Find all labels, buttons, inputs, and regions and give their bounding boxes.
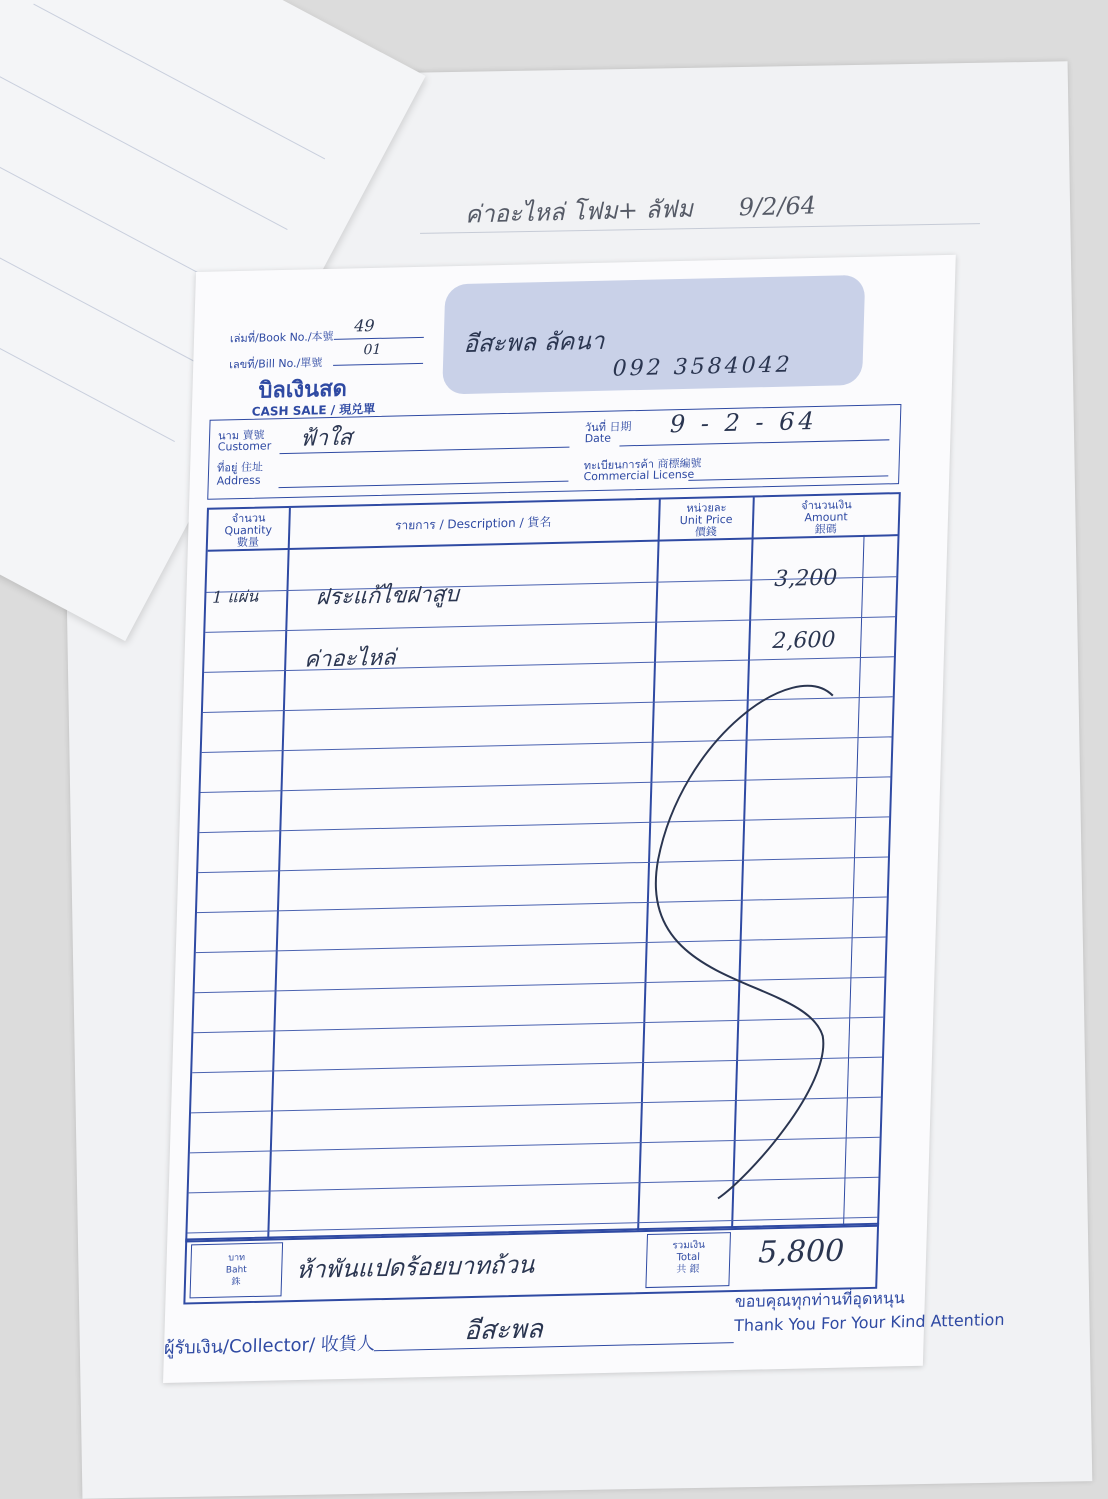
void-scribble <box>627 655 864 1221</box>
items-table <box>185 492 901 1242</box>
shop-name: อีสะพล ลัคนา <box>463 326 605 358</box>
qty-header-en: Quantity <box>224 523 273 538</box>
license-label-th: ทะเบียนการค้า 商標編號 <box>583 456 702 473</box>
license-label-en: Commercial License <box>583 467 695 484</box>
baht-label <box>191 1251 282 1289</box>
collector-label: ผู้รับเงิน/Collector/ 收貨人 <box>163 1333 376 1360</box>
cash-sale-receipt <box>163 255 1005 1383</box>
collector-underline <box>374 1342 734 1351</box>
baht-label-en: Baht <box>225 1265 247 1276</box>
amount-header-en: Amount <box>804 510 848 525</box>
address-label-th: ที่อยู่ 住址 <box>216 460 264 475</box>
customer-info-box <box>207 404 901 500</box>
bill-no-underline <box>333 363 423 366</box>
item-description: ค่าอะไหล่ <box>303 645 396 673</box>
item-description: ฝระแก้ไขฝาสูบ <box>315 582 460 611</box>
total-label <box>647 1239 730 1277</box>
date-label-en: Date <box>584 431 612 446</box>
table-header-divider <box>208 534 898 551</box>
book-no-underline <box>334 337 424 340</box>
amount-in-words: ห้าพันแปดร้อยบาทถ้วน <box>295 1250 535 1284</box>
item-amount: 2,600 <box>772 627 836 655</box>
column-divider <box>267 508 290 1239</box>
qty-header-th: จำนวน <box>231 511 266 526</box>
thanks-th: ขอบคุณทุกท่านที่อุดหนุน <box>734 1288 906 1312</box>
unit-header-cn: 價錢 <box>694 525 717 539</box>
side-sheet-line <box>0 74 288 230</box>
book-no-value: 49 <box>353 315 375 336</box>
side-sheet-line <box>33 4 325 160</box>
baht-label-box <box>190 1242 284 1298</box>
shop-phone: 092 3584042 <box>612 352 794 382</box>
header-note-title: ค่าอะไหล่ โฟม+ ลัฟม <box>464 194 694 229</box>
receipt-title-en: CASH SALE / 現兑單 <box>251 401 376 419</box>
item-qty: 1 แผ่น <box>212 586 259 607</box>
baht-label-cn: 銖 <box>231 1277 241 1288</box>
total-label-th: รวมเงิน <box>672 1239 706 1252</box>
total-label-en: Total <box>676 1251 701 1264</box>
shop-stamp <box>442 275 865 395</box>
amount-header-cn: 銀碼 <box>814 522 837 537</box>
date-value: 9 - 2 - 64 <box>669 406 819 439</box>
column-header-description: รายการ / Description / 貨名 <box>394 514 552 533</box>
date-label-th: วันที่ 日期 <box>584 420 632 435</box>
date-underline <box>619 439 889 446</box>
side-sheet-line <box>0 216 212 372</box>
total-label-box <box>645 1232 731 1288</box>
address-underline <box>279 481 569 489</box>
license-underline <box>688 475 888 481</box>
column-header-unit-price <box>660 501 753 539</box>
bill-no-value: 01 <box>363 341 382 359</box>
side-sheet-line <box>0 286 175 442</box>
column-header-qty <box>208 512 289 550</box>
customer-label-th: นาม 賣號 <box>217 428 265 443</box>
collector-signature: อีสะพล <box>463 1314 544 1347</box>
qty-header-cn: 數量 <box>236 535 260 550</box>
thanks-en: Thank You For Your Kind Attention <box>733 1309 1005 1336</box>
item-amount: 3,200 <box>773 565 838 592</box>
total-amount: 5,800 <box>757 1233 845 1271</box>
baht-label-th: บาท <box>228 1253 246 1264</box>
bill-no-label: เลขที่/Bill No./單號 <box>229 356 323 372</box>
amount-header-th: จำนวนเงิน <box>801 498 852 513</box>
unit-header-th: หน่วยละ <box>686 501 727 515</box>
receipt-title-th: บิลเงินสด <box>258 376 348 404</box>
column-header-amount <box>754 498 899 537</box>
customer-label-en: Customer <box>217 439 272 454</box>
total-label-cn: 共 銀 <box>676 1263 700 1276</box>
address-label-en: Address <box>216 473 261 488</box>
book-no-label: เล่มที่/Book No./本號 <box>229 329 334 346</box>
header-note-date: 9/2/64 <box>738 191 817 222</box>
customer-value: ฟ้าใส <box>299 425 353 452</box>
unit-header-en: Unit Price <box>679 512 733 528</box>
